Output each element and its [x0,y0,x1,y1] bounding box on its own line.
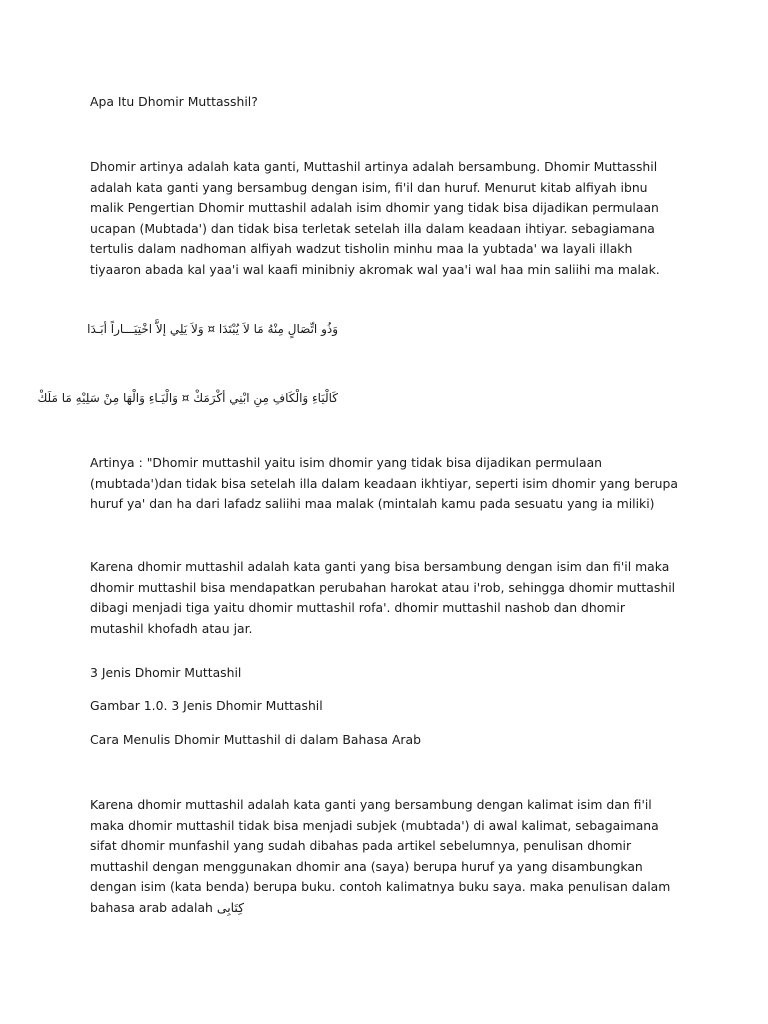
heading-cara-menulis: Cara Menulis Dhomir Muttashil di dalam Bahasa Arab [90,732,421,747]
arabic-example-word: كِتَابِى [216,899,245,915]
figure-caption: Gambar 1.0. 3 Jenis Dhomir Muttashil [90,698,323,713]
arabic-verse-line-2: كَالْيَاءِ وَالْكَافِ مِنِ ابْنِي أكْرَمَكْ ¤ وَالْيَـاءِ وَالْهَا مِنْ سَلِيْهِ مَا مَلَكْ [37,391,338,405]
paragraph-writing [90,795,680,918]
paragraph-classification: Karena dhomir muttashil adalah kata ganti yang bisa bersambung dengan isim dan fi'il maka dhomir muttashil bisa mendapatkan perubahan harokat atau i'rob, sehingga dhomir muttashil dibagi menjadi tiga yaitu dhomir muttashil rofa'. dhomir muttashil nashob dan dhomir mutashil khofadh atau jar. [90,559,676,636]
arabic-verse-line-1: وَذُو اتِّصَالٍ مِنْهُ مَا لاَ يُبْتَدَا ¤ وَلاَ يَلِي إلاَّ اخْتِيَـــاراً أبَـدَا [87,322,338,336]
paragraph-writing-text: Karena dhomir muttashil adalah kata ganti yang bersambung dengan kalimat isim dan fi'il maka dhomir muttashil tidak bisa menjadi subjek (mubtada') di awal kalimat, sebagaimana sifat dhomir munfashil yang sudah dibahas pada artikel sebelumnya, penulisan dhomir muttashil dengan menggunakan dhomir ana (saya) berupa huruf ya yang disambungkan dengan isim (kata benda) berupa buku. contoh kalimatnya buku saya. maka penulisan dalam bahasa arab adalah [90,797,671,915]
paragraph-definition: Dhomir artinya adalah kata ganti, Muttashil artinya adalah bersambung. Dhomir Muttasshil adalah kata ganti yang bersambug dengan isim, fi'il dan huruf. Menurut kitab alfiyah ibnu malik Pengertian Dhomir muttashil adalah isim dhomir yang tidak bisa dijadikan permulaan ucapan (Mubtada') dan tidak bisa terletak setelah illa dalam keadaan ihtiyar. sebagiamana tertulis dalam nadhoman alfiyah wadzut tisholin minhu maa la yubtada' wa layali illakh tiyaaron abada kal yaa'i wal kaafi minibniy akromak wal yaa'i wal haa min saliihi ma malak. [90,159,660,277]
paragraph-translation: Artinya : "Dhomir muttashil yaitu isim dhomir yang tidak bisa dijadikan permulaan (mubtada')dan tidak bisa setelah illa dalam keadaan ikhtiyar, seperti isim dhomir yang berupa huruf ya' dan ha dari lafadz saliihi maa malak (mintalah kamu pada sesuatu yang ia miliki) [90,455,678,511]
document-title: Apa Itu Dhomir Muttasshil? [90,94,258,109]
heading-jenis-dhomir: 3 Jenis Dhomir Muttashil [90,665,242,680]
